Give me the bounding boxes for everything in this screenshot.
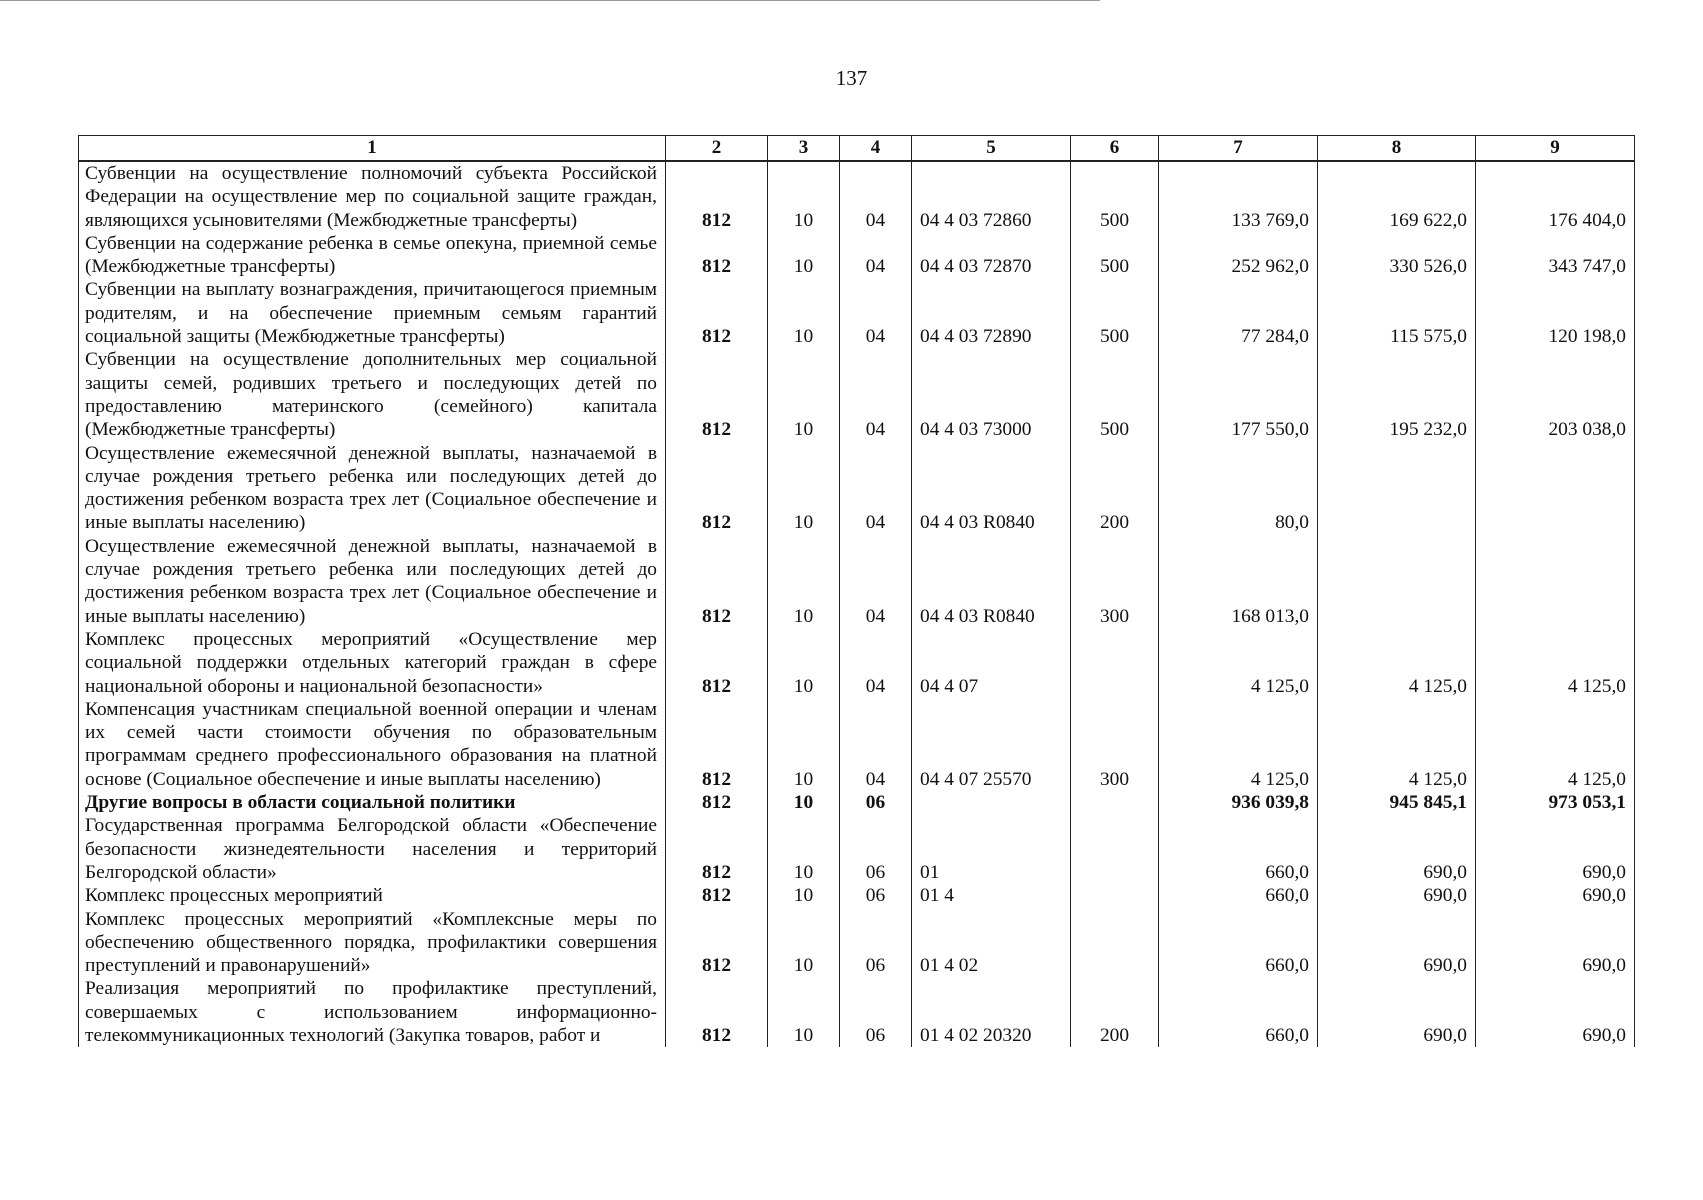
- row-value-col8: 4 125,0: [1318, 628, 1476, 698]
- row-expense-type: 300: [1071, 535, 1159, 628]
- row-admin-code: 812: [666, 535, 768, 628]
- row-admin-code: 812: [666, 977, 768, 1047]
- column-header: 6: [1071, 136, 1159, 162]
- row-expense-type: 500: [1071, 232, 1159, 279]
- row-subsection: 04: [840, 628, 912, 698]
- column-header: 5: [912, 136, 1071, 162]
- row-expense-type: [1071, 908, 1159, 978]
- row-section: 10: [768, 232, 840, 279]
- row-expense-type: [1071, 814, 1159, 884]
- row-expense-type: 200: [1071, 442, 1159, 535]
- column-header: 1: [79, 136, 666, 162]
- table-row: [79, 884, 1635, 907]
- page-number: 137: [835, 66, 868, 90]
- table-row: [79, 348, 1635, 441]
- row-value-col7: 77 284,0: [1159, 278, 1318, 348]
- row-value-col7: 252 962,0: [1159, 232, 1318, 279]
- row-value-col9: 176 404,0: [1476, 161, 1635, 232]
- row-target-article: 04 4 03 72860: [912, 161, 1071, 232]
- row-value-col9: 4 125,0: [1476, 698, 1635, 791]
- row-description: Государственная программа Белгородской области «Обеспечение безопасности жизнедеятельности населения и территорий Белгородской области»: [79, 814, 666, 884]
- row-subsection: 04: [840, 232, 912, 279]
- row-value-col7: 660,0: [1159, 908, 1318, 978]
- row-value-col7: 660,0: [1159, 977, 1318, 1047]
- row-section: 10: [768, 442, 840, 535]
- row-expense-type: 500: [1071, 161, 1159, 232]
- row-expense-type: 300: [1071, 698, 1159, 791]
- row-subsection: 04: [840, 442, 912, 535]
- row-value-col9: [1476, 535, 1635, 628]
- row-section: 10: [768, 814, 840, 884]
- row-admin-code: 812: [666, 884, 768, 907]
- table-row: [79, 232, 1635, 279]
- row-value-col8: 169 622,0: [1318, 161, 1476, 232]
- row-section: 10: [768, 535, 840, 628]
- row-value-col9: [1476, 442, 1635, 535]
- row-value-col8: 690,0: [1318, 884, 1476, 907]
- row-value-col7: 80,0: [1159, 442, 1318, 535]
- row-target-article: 04 4 07: [912, 628, 1071, 698]
- row-value-col7: 936 039,8: [1159, 791, 1318, 814]
- row-value-col8: [1318, 442, 1476, 535]
- row-value-col8: 330 526,0: [1318, 232, 1476, 279]
- row-admin-code: 812: [666, 791, 768, 814]
- row-subsection: 06: [840, 884, 912, 907]
- row-value-col7: 168 013,0: [1159, 535, 1318, 628]
- row-subsection: 06: [840, 814, 912, 884]
- row-description: Осуществление ежемесячной денежной выплаты, назначаемой в случае рождения третьего ребенка или последующих детей до достижения ребенком возраста трех лет (Социальное обеспечение и иные выплаты населению): [79, 442, 666, 535]
- row-description: Комплекс процессных мероприятий «Осуществление мер социальной поддержки отдельных категорий граждан в сфере национальной обороны и национальной безопасности»: [79, 628, 666, 698]
- column-header: 3: [768, 136, 840, 162]
- row-value-col9: 690,0: [1476, 884, 1635, 907]
- row-target-article: 04 4 07 25570: [912, 698, 1071, 791]
- row-target-article: 04 4 03 72870: [912, 232, 1071, 279]
- row-expense-type: 500: [1071, 278, 1159, 348]
- table-row: [79, 442, 1635, 535]
- row-description: Субвенции на выплату вознаграждения, причитающегося приемным родителям, и на обеспечение приемным семьям гарантий социальной защиты (Межбюджетные трансферты): [79, 278, 666, 348]
- row-value-col9: 690,0: [1476, 977, 1635, 1047]
- row-value-col7: 660,0: [1159, 814, 1318, 884]
- table-row: [79, 628, 1635, 698]
- row-value-col9: 120 198,0: [1476, 278, 1635, 348]
- row-description: Осуществление ежемесячной денежной выплаты, назначаемой в случае рождения третьего ребенка или последующих детей до достижения ребенком возраста трех лет (Социальное обеспечение и иные выплаты населению): [79, 535, 666, 628]
- row-value-col8: [1318, 535, 1476, 628]
- row-value-col7: 133 769,0: [1159, 161, 1318, 232]
- row-expense-type: 200: [1071, 977, 1159, 1047]
- column-header: 4: [840, 136, 912, 162]
- table-row: [79, 977, 1635, 1047]
- row-value-col8: 945 845,1: [1318, 791, 1476, 814]
- table-body: [79, 161, 1635, 1047]
- row-subsection: 04: [840, 161, 912, 232]
- row-description: Субвенции на осуществление дополнительных мер социальной защиты семей, родивших третьего и последующих детей по предоставлению материнского (семейного) капитала (Межбюджетные трансферты): [79, 348, 666, 441]
- row-value-col8: 115 575,0: [1318, 278, 1476, 348]
- row-section: 10: [768, 161, 840, 232]
- row-admin-code: 812: [666, 161, 768, 232]
- table-row: [79, 698, 1635, 791]
- row-section: 10: [768, 791, 840, 814]
- row-section: 10: [768, 908, 840, 978]
- row-value-col9: 690,0: [1476, 908, 1635, 978]
- row-target-article: 01 4: [912, 884, 1071, 907]
- row-admin-code: 812: [666, 908, 768, 978]
- row-expense-type: [1071, 791, 1159, 814]
- row-section: 10: [768, 977, 840, 1047]
- row-expense-type: 500: [1071, 348, 1159, 441]
- table-row: [79, 908, 1635, 978]
- row-value-col9: 343 747,0: [1476, 232, 1635, 279]
- row-value-col9: 973 053,1: [1476, 791, 1635, 814]
- budget-table: [78, 135, 1635, 1047]
- row-value-col9: 203 038,0: [1476, 348, 1635, 441]
- row-description: Другие вопросы в области социальной политики: [79, 791, 666, 814]
- header-row: [79, 136, 1635, 162]
- column-header: 9: [1476, 136, 1635, 162]
- row-description: Комплекс процессных мероприятий: [79, 884, 666, 907]
- row-section: 10: [768, 278, 840, 348]
- row-value-col7: 4 125,0: [1159, 698, 1318, 791]
- row-value-col8: 195 232,0: [1318, 348, 1476, 441]
- column-header: 7: [1159, 136, 1318, 162]
- row-target-article: 04 4 03 72890: [912, 278, 1071, 348]
- row-value-col8: 690,0: [1318, 908, 1476, 978]
- row-target-article: 04 4 03 73000: [912, 348, 1071, 441]
- row-subsection: 04: [840, 278, 912, 348]
- row-target-article: 04 4 03 R0840: [912, 535, 1071, 628]
- row-value-col7: 4 125,0: [1159, 628, 1318, 698]
- row-admin-code: 812: [666, 442, 768, 535]
- row-admin-code: 812: [666, 814, 768, 884]
- row-description: Субвенции на содержание ребенка в семье опекуна, приемной семье (Межбюджетные трансферты): [79, 232, 666, 279]
- row-description: Комплекс процессных мероприятий «Комплексные меры по обеспечению общественного порядка, профилактики совершения преступлений и правонарушений»: [79, 908, 666, 978]
- row-section: 10: [768, 884, 840, 907]
- row-description: Компенсация участникам специальной военной операции и членам их семей части стоимости обучения по образовательным программам среднего профессионального образования на платной основе (Социальное обеспечение и иные выплаты населению): [79, 698, 666, 791]
- row-admin-code: 812: [666, 232, 768, 279]
- row-target-article: [912, 791, 1071, 814]
- row-section: 10: [768, 698, 840, 791]
- row-target-article: 01 4 02: [912, 908, 1071, 978]
- column-header: 8: [1318, 136, 1476, 162]
- scan-edge-line: [0, 0, 1100, 1]
- table-row: [79, 814, 1635, 884]
- row-value-col8: 690,0: [1318, 814, 1476, 884]
- row-value-col9: 4 125,0: [1476, 628, 1635, 698]
- row-expense-type: [1071, 884, 1159, 907]
- row-value-col9: 690,0: [1476, 814, 1635, 884]
- row-subsection: 04: [840, 535, 912, 628]
- row-admin-code: 812: [666, 628, 768, 698]
- column-header: 2: [666, 136, 768, 162]
- row-subsection: 06: [840, 977, 912, 1047]
- row-value-col7: 660,0: [1159, 884, 1318, 907]
- row-expense-type: [1071, 628, 1159, 698]
- row-admin-code: 812: [666, 348, 768, 441]
- row-section: 10: [768, 628, 840, 698]
- row-subsection: 06: [840, 908, 912, 978]
- row-admin-code: 812: [666, 278, 768, 348]
- row-subsection: 06: [840, 791, 912, 814]
- row-target-article: 04 4 03 R0840: [912, 442, 1071, 535]
- row-subsection: 04: [840, 698, 912, 791]
- row-subsection: 04: [840, 348, 912, 441]
- table-row: [79, 278, 1635, 348]
- table-row: [79, 791, 1635, 814]
- row-value-col7: 177 550,0: [1159, 348, 1318, 441]
- row-target-article: 01 4 02 20320: [912, 977, 1071, 1047]
- row-section: 10: [768, 348, 840, 441]
- row-value-col8: 4 125,0: [1318, 698, 1476, 791]
- row-target-article: 01: [912, 814, 1071, 884]
- row-value-col8: 690,0: [1318, 977, 1476, 1047]
- table-row: [79, 535, 1635, 628]
- row-description: Реализация мероприятий по профилактике преступлений, совершаемых с использованием информационно-телекоммуникационных технологий (Закупка товаров, работ и: [79, 977, 666, 1047]
- row-admin-code: 812: [666, 698, 768, 791]
- row-description: Субвенции на осуществление полномочий субъекта Российской Федерации на осуществление мер по социальной защите граждан, являющихся усыновителями (Межбюджетные трансферты): [79, 161, 666, 232]
- table-row: [79, 161, 1635, 232]
